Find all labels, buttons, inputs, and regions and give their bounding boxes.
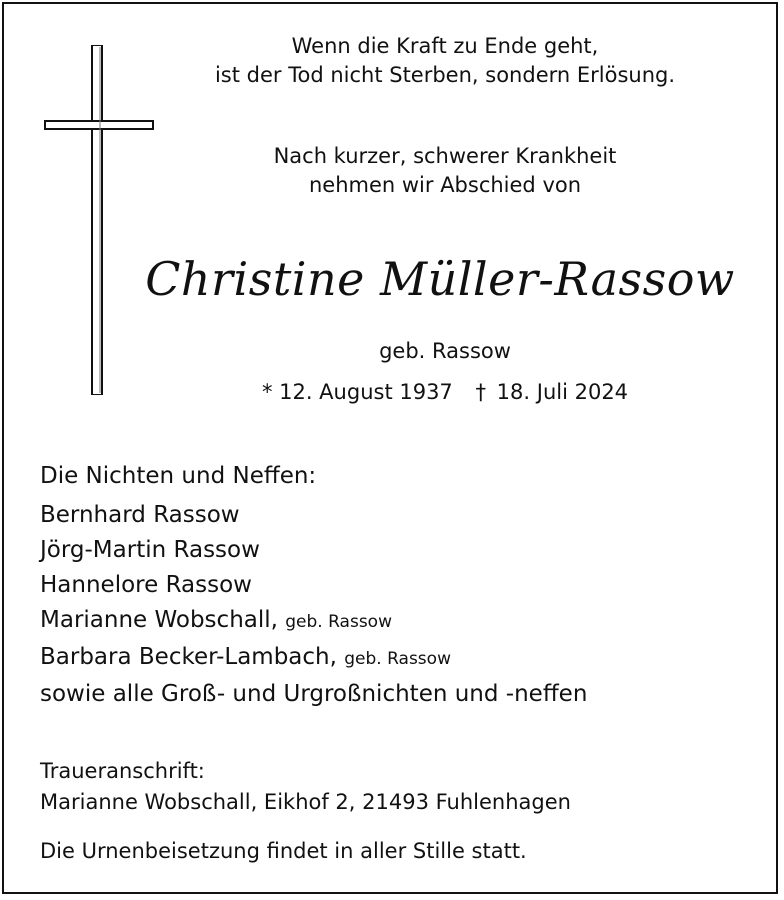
mourner-name: sowie alle Groß- und Urgroßnichten und -neffen — [40, 681, 588, 707]
mourner-name: Hannelore Rassow — [40, 572, 252, 598]
cross-icon — [44, 45, 156, 395]
death-cross-icon: † — [475, 380, 486, 404]
address-label: Traueranschrift: — [40, 759, 205, 783]
mourner-maiden-name: geb. Rassow — [344, 649, 451, 669]
mourning-address — [40, 756, 760, 818]
maiden-name: geb. Rassow — [379, 339, 511, 363]
mourner-item — [40, 533, 760, 568]
mourner-item — [40, 568, 760, 603]
mourner-name: Bernhard Rassow — [40, 502, 240, 528]
deceased-name: Christine Müller-Rassow — [145, 252, 735, 306]
verse-line-2: ist der Tod nicht Sterben, sondern Erlösung. — [214, 63, 676, 87]
death-date: 18. Juli 2024 — [496, 380, 629, 404]
mourners-heading: Die Nichten und Neffen: — [40, 463, 317, 489]
mourner-name: Marianne Wobschall, — [40, 607, 278, 633]
intro-text — [160, 142, 730, 200]
mourner-item — [40, 677, 760, 712]
verse-line-1: Wenn die Kraft zu Ende geht, — [291, 34, 599, 58]
intro-line-1: Nach kurzer, schwerer Krankheit — [273, 144, 617, 168]
mourner-item — [40, 498, 760, 533]
burial-notice: Die Urnenbeisetzung findet in aller Stille statt. — [40, 839, 527, 863]
intro-line-2: nehmen wir Abschied von — [308, 173, 582, 197]
mourner-item — [40, 603, 760, 640]
mourner-name: Jörg-Martin Rassow — [40, 537, 260, 563]
verse — [160, 32, 730, 90]
address-value: Marianne Wobschall, Eikhof 2, 21493 Fuhlenhagen — [40, 790, 571, 814]
life-dates — [160, 376, 730, 408]
mourner-name: Barbara Becker-Lambach, — [40, 644, 337, 670]
mourner-maiden-name: geb. Rassow — [285, 612, 392, 632]
mourners-list — [40, 458, 760, 712]
mourner-item — [40, 640, 760, 677]
birth-date: * 12. August 1937 — [261, 380, 453, 404]
